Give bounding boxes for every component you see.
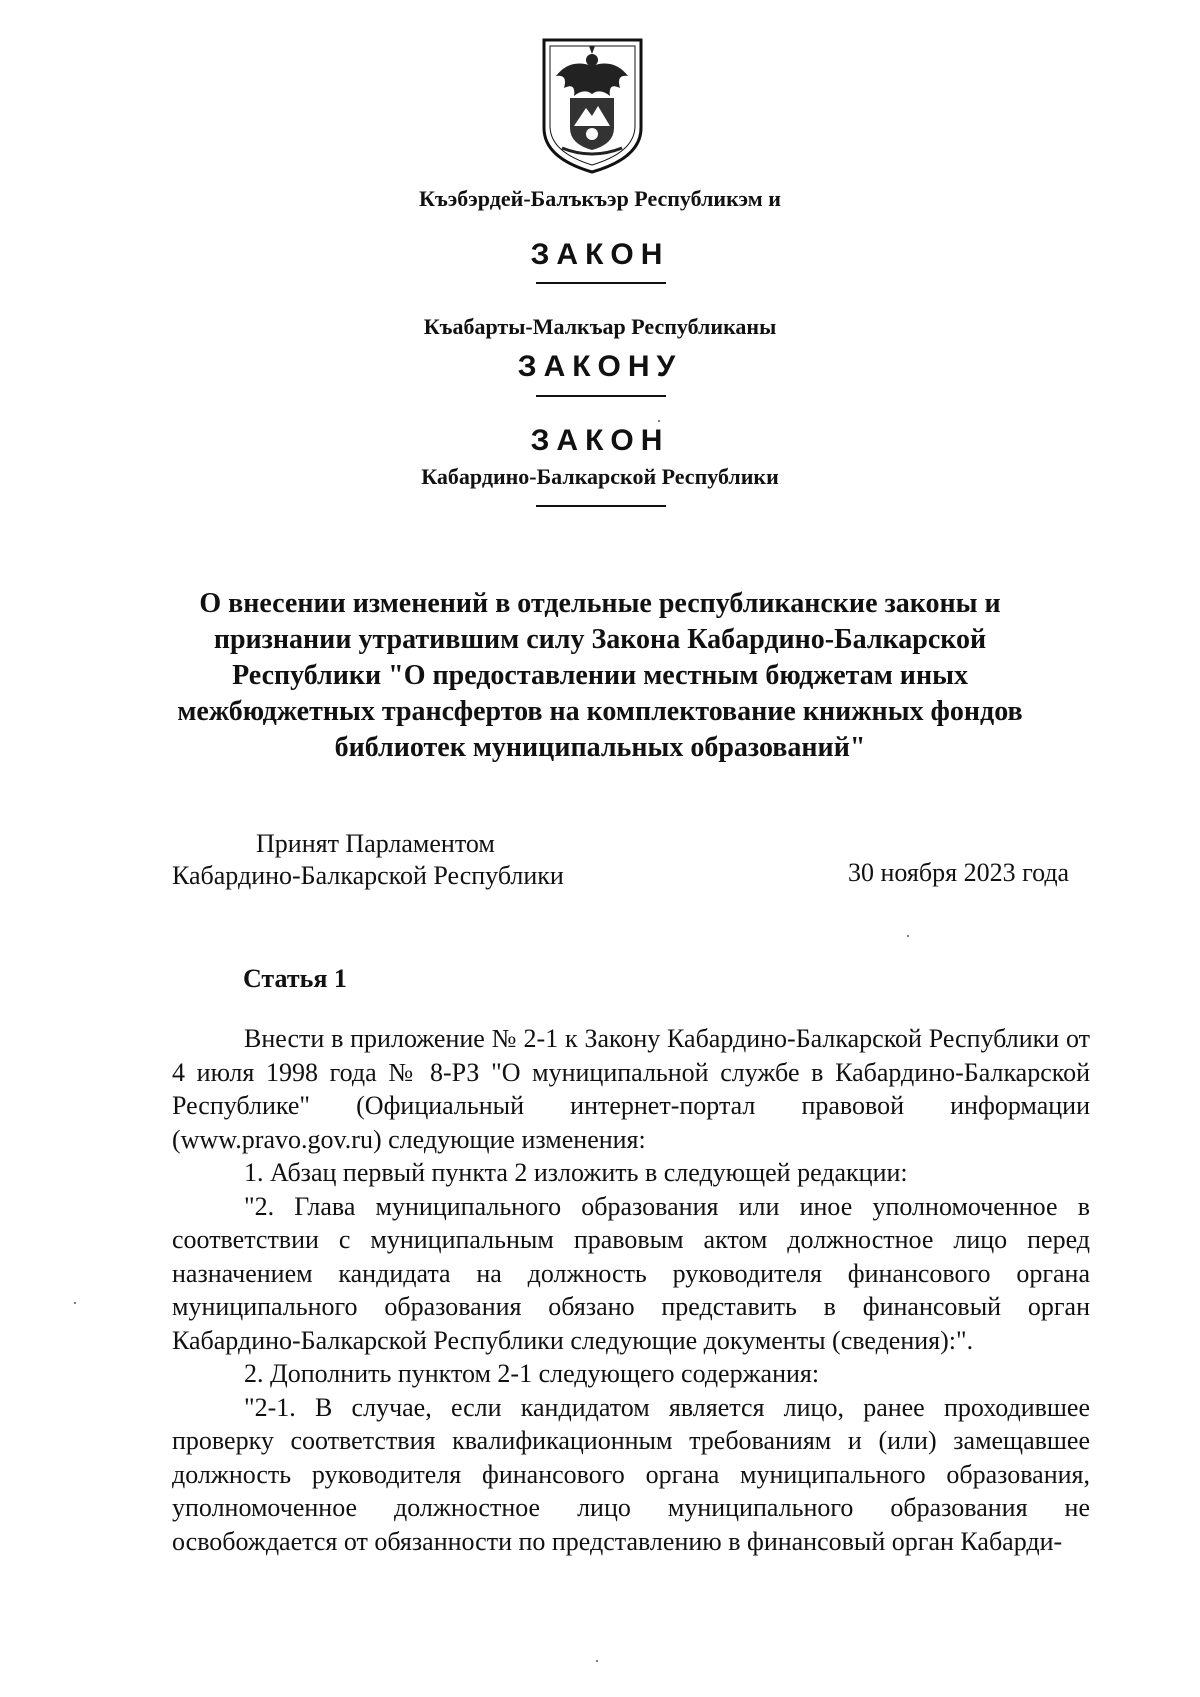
article-heading: Статья 1	[243, 964, 347, 993]
law-title: О внесении изменений в отдельные республиканские законы и признании утратившим силу Закона Кабардино-Балкарской Республики "О предоставлении местным бюджетам иных межбюджетных трансфертов на комплектование книжных фондов библиотек муниципальных образований"	[177, 588, 1023, 763]
header-divider	[536, 505, 666, 507]
header-line-balkar: Къабарты-Малкъар Республиканы	[423, 314, 777, 339]
scan-speck	[907, 935, 909, 937]
header-line-kabardian: Къэбэрдей-Балъкъэр Республикэм и	[419, 186, 781, 211]
article-body	[172, 1022, 1090, 1558]
header-zakon-balkar: ЗАКОНУ	[517, 350, 683, 383]
scan-speck	[658, 420, 660, 422]
adopted-by-line2: Кабардино-Балкарской Республики	[172, 861, 564, 890]
coat-of-arms-emblem	[540, 36, 645, 176]
scan-speck	[74, 1302, 76, 1304]
header-line-russian: Кабардино-Балкарской Республики	[421, 464, 779, 489]
article-paragraph: Внести в приложение № 2-1 к Закону Кабардино-Балкарской Республики от 4 июля 1998 года № 8-РЗ "О муниципальной службе в Кабардино-Балкарской Республике" (Официальный интернет-портал правовой информации (www.pravo.gov.ru) следующие изменения:	[172, 1024, 1090, 1154]
header-zakon-kabardian: ЗАКОН	[530, 238, 670, 271]
adoption-date: 30 ноября 2023 года	[848, 858, 1070, 887]
header-divider	[536, 395, 666, 397]
adopted-by-line1: Принят Парламентом	[256, 829, 495, 858]
header-zakon-russian: ЗАКОН	[530, 424, 670, 457]
article-paragraph: 1. Абзац первый пункта 2 изложить в следующей редакции:	[244, 1158, 908, 1187]
article-paragraph: "2. Глава муниципального образования или иное уполномоченное в соответствии с муниципальным правовым актом должностное лицо перед назначением кандидата на должность руководителя финансового органа муниципального образования обязано представить в финансовый орган Кабардино-Балкарской Республики следующие документы (сведения):".	[172, 1191, 1090, 1355]
article-paragraph: 2. Дополнить пунктом 2-1 следующего содержания:	[244, 1359, 820, 1388]
header-divider	[536, 282, 666, 284]
scan-speck	[596, 1660, 598, 1662]
article-paragraph: "2-1. В случае, если кандидатом является лицо, ранее проходившее проверку соответствия квалификационным требованиям и (или) замещавшее должность руководителя финансового органа муниципального образования, уполномоченное должностное лицо муниципального образования не освобождается от обязанности по представлению в финансовый орган Кабарди-	[172, 1392, 1090, 1556]
